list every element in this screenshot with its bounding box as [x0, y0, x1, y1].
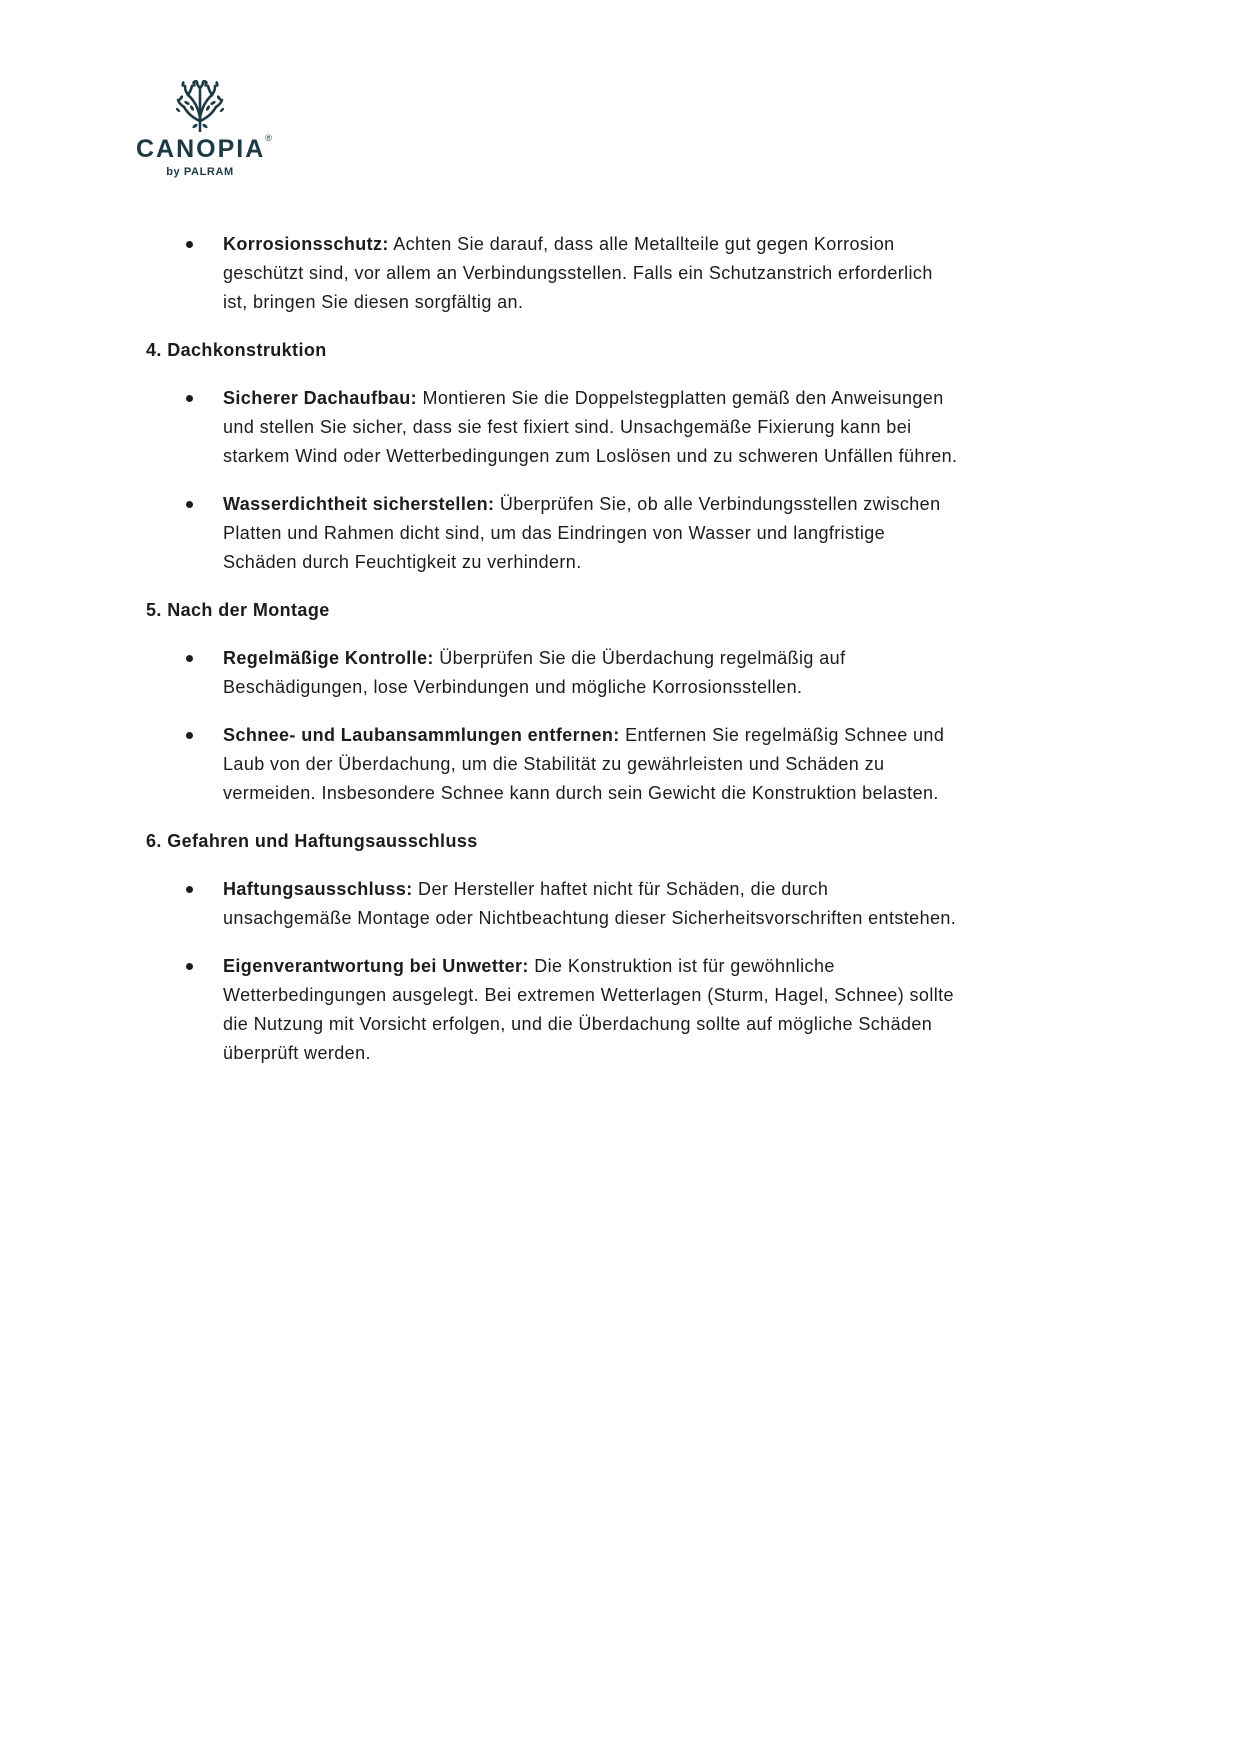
section-heading-gefahren-haftung: 6. Gefahren und Haftungsausschluss — [146, 831, 478, 851]
brand-name: CANOPIA — [136, 135, 266, 163]
bullet-marker — [186, 732, 193, 739]
bullet-marker — [186, 655, 193, 662]
bullet-body: Der Hersteller haftet nicht für Schäden, die durch unsachgemäße Montage oder Nichtbeachtung dieser Sicherheitsvorschriften entstehen. — [223, 879, 957, 928]
brand-wordmark — [136, 133, 272, 163]
bullet-item-regelmaessige-kontrolle — [146, 644, 996, 702]
section-heading-nach-der-montage: 5. Nach der Montage — [146, 600, 330, 620]
bullet-item-sicherer-dachaufbau — [146, 384, 996, 471]
bullet-lead: Schnee- und Laubansammlungen entfernen: — [223, 725, 620, 745]
registered-mark: ® — [265, 133, 272, 143]
bullet-paragraph — [223, 875, 961, 933]
bullet-marker — [186, 395, 193, 402]
bullet-lead: Sicherer Dachaufbau: — [223, 388, 418, 408]
bullet-marker — [186, 501, 193, 508]
bullet-paragraph — [223, 384, 961, 471]
bullet-body: Überprüfen Sie die Überdachung regelmäßig auf Beschädigungen, lose Verbindungen und mögliche Korrosionsstellen. — [223, 648, 846, 697]
document-content — [146, 230, 996, 1087]
bullet-marker — [186, 241, 193, 248]
bullet-body: Entfernen Sie regelmäßig Schnee und Laub von der Überdachung, um die Stabilität zu gewährleisten und Schäden zu vermeiden. Insbesondere Schnee kann durch sein Gewicht die Konstruktion belasten. — [223, 725, 945, 803]
bullet-body: Überprüfen Sie, ob alle Verbindungsstellen zwischen Platten und Rahmen dicht sind, um das Eindringen von Wasser und langfristige Schäden durch Feuchtigkeit zu verhindern. — [223, 494, 941, 572]
bullet-marker — [186, 963, 193, 970]
brand-logo — [136, 80, 272, 179]
bullet-lead: Regelmäßige Kontrolle: — [223, 648, 434, 668]
bullet-marker — [186, 886, 193, 893]
bullet-item-eigenverantwortung — [146, 952, 996, 1068]
brand-byline: by PALRAM — [166, 166, 234, 179]
bullet-paragraph — [223, 230, 961, 317]
bullet-body: Montieren Sie die Doppelstegplatten gemäß den Anweisungen und stellen Sie sicher, dass sie fest fixiert sind. Unsachgemäße Fixierung kann bei starkem Wind oder Wetterbedingungen zum Loslösen und zu schweren Unfällen führen. — [223, 388, 958, 466]
bullet-lead: Korrosionsschutz: — [223, 234, 389, 254]
tree-icon — [175, 80, 225, 132]
bullet-item-korrosionsschutz — [146, 230, 996, 317]
bullet-body: Achten Sie darauf, dass alle Metallteile gut gegen Korrosion geschützt sind, vor allem an Verbindungsstellen. Falls ein Schutzanstrich erforderlich ist, bringen Sie diesen sorgfältig an. — [223, 234, 933, 312]
bullet-paragraph — [223, 952, 961, 1068]
bullet-lead: Eigenverantwortung bei Unwetter: — [223, 956, 529, 976]
bullet-item-haftungsausschluss — [146, 875, 996, 933]
bullet-item-wasserdichtheit — [146, 490, 996, 577]
bullet-paragraph — [223, 721, 961, 808]
bullet-body: Die Konstruktion ist für gewöhnliche Wetterbedingungen ausgelegt. Bei extremen Wetterlagen (Sturm, Hagel, Schnee) sollte die Nutzung mit Vorsicht erfolgen, und die Überdachung sollte auf mögliche Schäden überprüft werden. — [223, 956, 954, 1063]
bullet-item-schnee-laub — [146, 721, 996, 808]
bullet-paragraph — [223, 490, 961, 577]
bullet-lead: Haftungsausschluss: — [223, 879, 413, 899]
bullet-paragraph — [223, 644, 961, 702]
bullet-lead: Wasserdichtheit sicherstellen: — [223, 494, 495, 514]
section-heading-dachkonstruktion: 4. Dachkonstruktion — [146, 340, 327, 360]
